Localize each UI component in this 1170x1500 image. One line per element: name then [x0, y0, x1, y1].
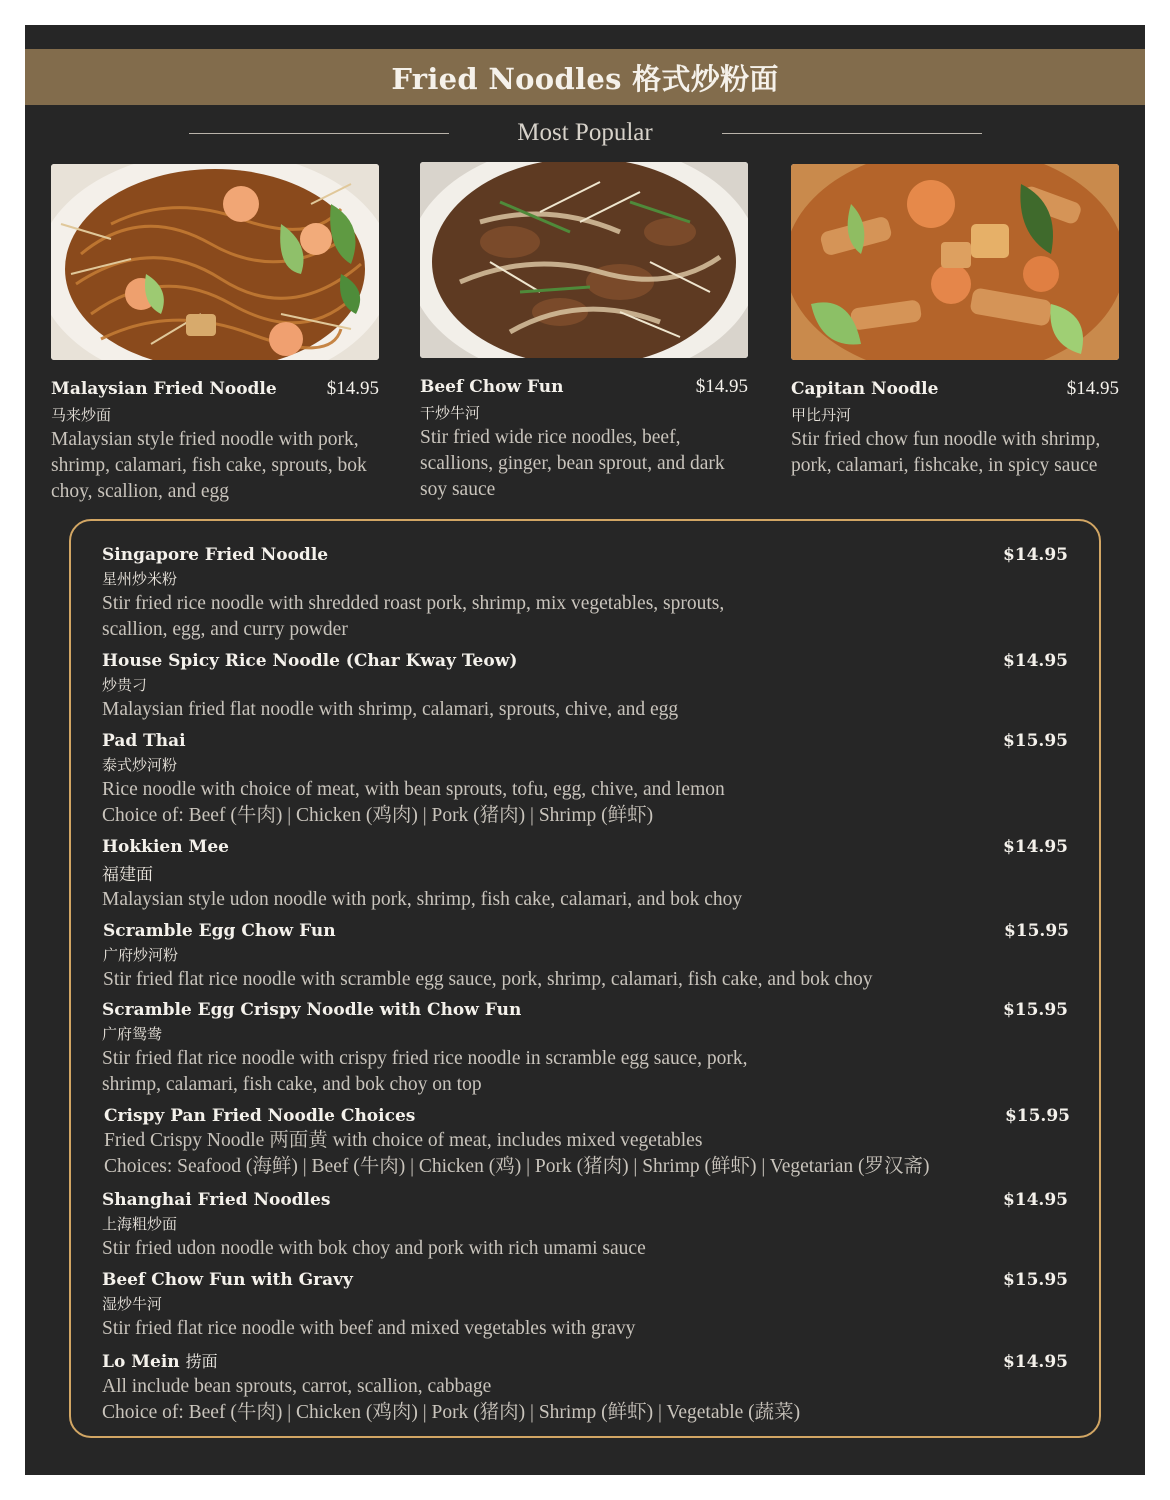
item-name: Singapore Fried Noodle [102, 545, 329, 565]
item-name-text: Lo Mein [102, 1352, 180, 1372]
menu-item-singapore-fried-noodle[interactable] [102, 545, 1068, 643]
menu-item-house-spicy-rice-noodle[interactable] [102, 651, 1068, 723]
featured-chinese-name: 干炒牛河 [420, 404, 481, 422]
item-name: Beef Chow Fun with Gravy [102, 1270, 353, 1290]
menu-item-crispy-pan-fried-noodle[interactable] [104, 1106, 1070, 1180]
item-price: $15.95 [1002, 1270, 1068, 1290]
item-price: $14.95 [1002, 651, 1068, 671]
item-description-line: Stir fried flat rice noodle with beef and mixed vegetables with gravy [102, 1318, 636, 1339]
item-description-line: Stir fried udon noodle with bok choy and pork with rich umami sauce [102, 1238, 646, 1259]
item-price: $15.95 [1004, 1106, 1070, 1126]
menu-item-hokkien-mee[interactable] [102, 837, 1068, 913]
section-title: Fried Noodles 格式炒粉面 [391, 61, 779, 96]
item-choices-line: Choice of: Beef (牛肉) | Chicken (鸡肉) | Pork (猪肉) | Shrimp (鲜虾) | Vegetable (蔬菜) [102, 1402, 801, 1423]
item-price: $15.95 [1002, 1000, 1068, 1020]
noodle-image-icon [51, 164, 379, 360]
item-chinese-name: 泰式炒河粉 [102, 756, 178, 774]
item-name [102, 1349, 218, 1372]
menu-list-box [69, 519, 1101, 1438]
item-description-line: Rice noodle with choice of meat, with bean sprouts, tofu, egg, chive, and lemon [102, 779, 725, 800]
item-description-line: scallion, egg, and curry powder [102, 619, 348, 640]
item-description-line: Stir fried rice noodle with shredded roast pork, shrimp, mix vegetables, sprouts, [102, 593, 725, 614]
featured-chinese-name: 甲比丹河 [791, 406, 852, 424]
item-price: $15.95 [1003, 921, 1069, 941]
featured-item-beef-chow-fun[interactable] [420, 162, 750, 503]
item-description-line: All include bean sprouts, carrot, scallion, cabbage [102, 1376, 492, 1397]
item-chinese-name: 炒贵刁 [102, 676, 148, 694]
most-popular-heading [25, 117, 1145, 151]
featured-item-capitan-noodle[interactable] [791, 164, 1121, 479]
featured-price: $14.95 [326, 378, 379, 399]
item-name: Hokkien Mee [102, 837, 229, 857]
divider-right [722, 133, 982, 134]
item-chinese-name: 湿炒牛河 [102, 1295, 163, 1313]
item-name: Crispy Pan Fried Noodle Choices [104, 1106, 416, 1126]
item-name: Scramble Egg Chow Fun [103, 921, 336, 941]
item-choices-line: Choice of: Beef (牛肉) | Chicken (鸡肉) | Pork (猪肉) | Shrimp (鲜虾) [102, 805, 654, 826]
menu-item-shanghai-fried-noodles[interactable] [102, 1190, 1068, 1262]
featured-description: Malaysian style fried noodle with pork, shrimp, calamari, fish cake, sprouts, bok choy, scallion, and egg [51, 429, 367, 502]
featured-chinese-name: 马来炒面 [51, 406, 112, 424]
item-price: $15.95 [1002, 731, 1068, 751]
featured-price: $14.95 [695, 376, 748, 397]
item-name: Scramble Egg Crispy Noodle with Chow Fun [102, 1000, 522, 1020]
section-title-bar [25, 49, 1145, 105]
noodle-image-icon [791, 164, 1119, 360]
featured-name: Beef Chow Fun [420, 377, 564, 397]
item-description-line: Stir fried flat rice noodle with scramble egg sauce, pork, shrimp, calamari, fish cake, and bok choy [103, 969, 873, 990]
featured-price: $14.95 [1066, 378, 1119, 399]
item-price: $14.95 [1002, 1352, 1068, 1372]
item-name: Pad Thai [102, 731, 186, 751]
item-description-line: Malaysian fried flat noodle with shrimp, calamari, sprouts, chive, and egg [102, 699, 679, 720]
menu-item-lo-mein[interactable] [102, 1349, 1068, 1426]
item-choices-line: Choices: Seafood (海鲜) | Beef (牛肉) | Chicken (鸡) | Pork (猪肉) | Shrimp (鲜虾) | Vegetarian (罗汉斋) [104, 1156, 930, 1177]
menu-item-scramble-egg-chow-fun[interactable] [103, 921, 1069, 993]
menu-item-pad-thai[interactable] [102, 731, 1068, 829]
item-price: $14.95 [1002, 1190, 1068, 1210]
most-popular-label: Most Popular [517, 119, 653, 146]
noodle-image-icon [420, 162, 748, 358]
menu-item-beef-chow-fun-with-gravy[interactable] [102, 1270, 1068, 1342]
featured-description: Stir fried chow fun noodle with shrimp, pork, calamari, fishcake, in spicy sauce [791, 429, 1101, 476]
item-name: Shanghai Fried Noodles [102, 1190, 331, 1210]
menu-page [25, 25, 1145, 1475]
item-price: $14.95 [1002, 837, 1068, 857]
item-name: House Spicy Rice Noodle (Char Kway Teow) [102, 651, 518, 671]
item-chinese-name: 广府炒河粉 [103, 946, 179, 964]
item-chinese-name: 福建面 [102, 865, 153, 885]
item-chinese-name: 广府鸳鸯 [102, 1025, 163, 1043]
item-price: $14.95 [1002, 545, 1068, 565]
featured-name: Capitan Noodle [791, 379, 939, 399]
dish-photo-malaysian-fried-noodle [51, 164, 379, 360]
item-description-line: Malaysian style udon noodle with pork, shrimp, fish cake, calamari, and bok choy [102, 889, 743, 910]
item-chinese-name: 上海粗炒面 [102, 1215, 178, 1233]
dish-photo-beef-chow-fun [420, 162, 748, 358]
item-chinese-name: 捞面 [185, 1352, 218, 1371]
item-description-line: shrimp, calamari, fish cake, and bok choy on top [102, 1074, 482, 1095]
featured-description: Stir fried wide rice noodles, beef, scallions, ginger, bean sprout, and dark soy sauce [420, 427, 725, 500]
dish-photo-capitan-noodle [791, 164, 1119, 360]
item-description-line: Fried Crispy Noodle 两面黄 with choice of meat, includes mixed vegetables [104, 1130, 703, 1151]
item-chinese-name: 星州炒米粉 [102, 570, 178, 588]
menu-item-scramble-egg-crispy-noodle[interactable] [102, 1000, 1068, 1098]
featured-item-malaysian-fried-noodle[interactable] [51, 164, 381, 505]
featured-name: Malaysian Fried Noodle [51, 379, 277, 399]
item-description-line: Stir fried flat rice noodle with crispy fried rice noodle in scramble egg sauce, pork, [102, 1048, 748, 1069]
